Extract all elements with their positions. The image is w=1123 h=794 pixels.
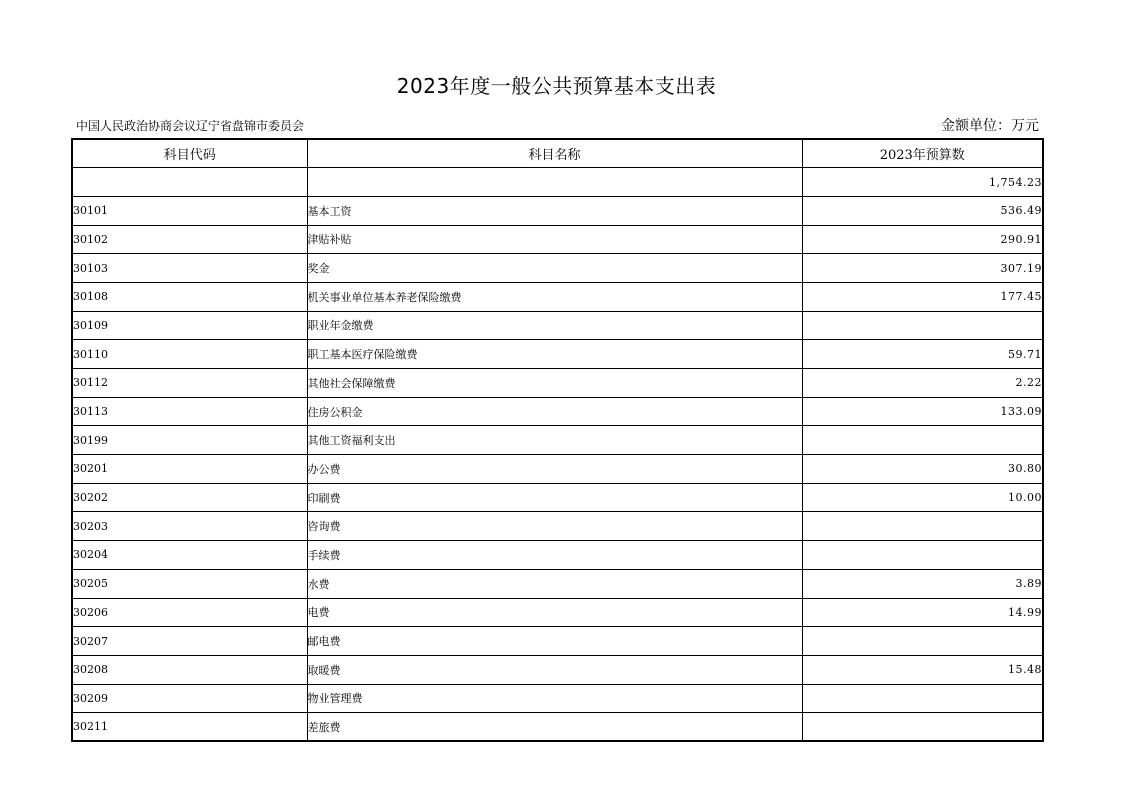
table-row <box>72 512 1043 541</box>
budget-amount-cell: 2.22 <box>802 369 1043 398</box>
budget-amount-cell: 307.19 <box>802 254 1043 283</box>
budget-amount-cell <box>802 684 1043 713</box>
subject-code-cell: 30101 <box>72 196 307 225</box>
budget-amount-cell: 536.49 <box>802 196 1043 225</box>
subject-name-cell: 办公费 <box>307 455 802 484</box>
budget-amount-cell <box>802 541 1043 570</box>
budget-amount-cell: 133.09 <box>802 397 1043 426</box>
subject-name-cell <box>307 168 802 197</box>
header-row <box>72 139 1043 168</box>
subject-code-cell: 30204 <box>72 541 307 570</box>
table-row <box>72 627 1043 656</box>
subject-name-cell: 电费 <box>307 598 802 627</box>
budget-amount-cell: 1,754.23 <box>802 168 1043 197</box>
table-body <box>72 168 1043 742</box>
budget-amount-cell <box>802 713 1043 742</box>
subject-name-cell: 基本工资 <box>307 196 802 225</box>
subject-name-cell: 津贴补贴 <box>307 225 802 254</box>
table-header <box>72 139 1043 168</box>
table-row <box>72 655 1043 684</box>
subject-code-cell: 30113 <box>72 397 307 426</box>
subject-name-cell: 物业管理费 <box>307 684 802 713</box>
table-row <box>72 713 1043 742</box>
subject-code-cell: 30108 <box>72 282 307 311</box>
subject-name-cell: 其他社会保障缴费 <box>307 369 802 398</box>
subject-code-cell: 30109 <box>72 311 307 340</box>
subject-name-cell: 印刷费 <box>307 483 802 512</box>
table-row <box>72 196 1043 225</box>
subject-code-cell: 30203 <box>72 512 307 541</box>
subject-code-cell <box>72 168 307 197</box>
table-row <box>72 598 1043 627</box>
budget-amount-cell: 15.48 <box>802 655 1043 684</box>
subject-code-cell: 30103 <box>72 254 307 283</box>
subject-code-cell: 30206 <box>72 598 307 627</box>
subject-code-cell: 30207 <box>72 627 307 656</box>
subject-code-cell: 30201 <box>72 455 307 484</box>
table-row <box>72 369 1043 398</box>
subject-code-cell: 30208 <box>72 655 307 684</box>
organization-name: 中国人民政治协商会议辽宁省盘锦市委员会 <box>76 119 305 133</box>
subject-name-cell: 机关事业单位基本养老保险缴费 <box>307 282 802 311</box>
subject-code-cell: 30112 <box>72 369 307 398</box>
table-row <box>72 569 1043 598</box>
table-row <box>72 282 1043 311</box>
table-row <box>72 225 1043 254</box>
budget-amount-cell: 30.80 <box>802 455 1043 484</box>
subject-code-cell: 30202 <box>72 483 307 512</box>
budget-amount-cell <box>802 627 1043 656</box>
subject-name-cell: 奖金 <box>307 254 802 283</box>
budget-amount-cell: 290.91 <box>802 225 1043 254</box>
subject-name-cell: 职工基本医疗保险缴费 <box>307 340 802 369</box>
table-row <box>72 541 1043 570</box>
budget-table <box>71 138 1044 742</box>
subject-code-cell: 30205 <box>72 569 307 598</box>
amount-unit: 金额单位：万元 <box>941 118 1039 134</box>
budget-amount-cell <box>802 512 1043 541</box>
subject-name-cell: 差旅费 <box>307 713 802 742</box>
subject-name-cell: 其他工资福利支出 <box>307 426 802 455</box>
page-title: 2023年度一般公共预算基本支出表 <box>396 74 717 98</box>
subject-code-cell: 30211 <box>72 713 307 742</box>
table-row <box>72 397 1043 426</box>
table-row <box>72 168 1043 197</box>
subject-name-cell: 手续费 <box>307 541 802 570</box>
table-row <box>72 684 1043 713</box>
budget-amount-cell <box>802 311 1043 340</box>
budget-amount-cell: 177.45 <box>802 282 1043 311</box>
table-row <box>72 311 1043 340</box>
subject-code-cell: 30110 <box>72 340 307 369</box>
subject-code-cell: 30102 <box>72 225 307 254</box>
budget-amount-cell: 10.00 <box>802 483 1043 512</box>
header-subject-code: 科目代码 <box>72 139 307 168</box>
budget-amount-cell: 59.71 <box>802 340 1043 369</box>
table-row <box>72 426 1043 455</box>
subject-name-cell: 咨询费 <box>307 512 802 541</box>
subject-code-cell: 30199 <box>72 426 307 455</box>
header-budget-amount: 2023年预算数 <box>802 139 1043 168</box>
table-row <box>72 254 1043 283</box>
subject-name-cell: 水费 <box>307 569 802 598</box>
table-row <box>72 455 1043 484</box>
header-subject-name: 科目名称 <box>307 139 802 168</box>
table-row <box>72 483 1043 512</box>
budget-amount-cell <box>802 426 1043 455</box>
subject-name-cell: 职业年金缴费 <box>307 311 802 340</box>
budget-amount-cell: 3.89 <box>802 569 1043 598</box>
subject-name-cell: 取暖费 <box>307 655 802 684</box>
subject-code-cell: 30209 <box>72 684 307 713</box>
budget-amount-cell: 14.99 <box>802 598 1043 627</box>
subject-name-cell: 住房公积金 <box>307 397 802 426</box>
subject-name-cell: 邮电费 <box>307 627 802 656</box>
table-row <box>72 340 1043 369</box>
